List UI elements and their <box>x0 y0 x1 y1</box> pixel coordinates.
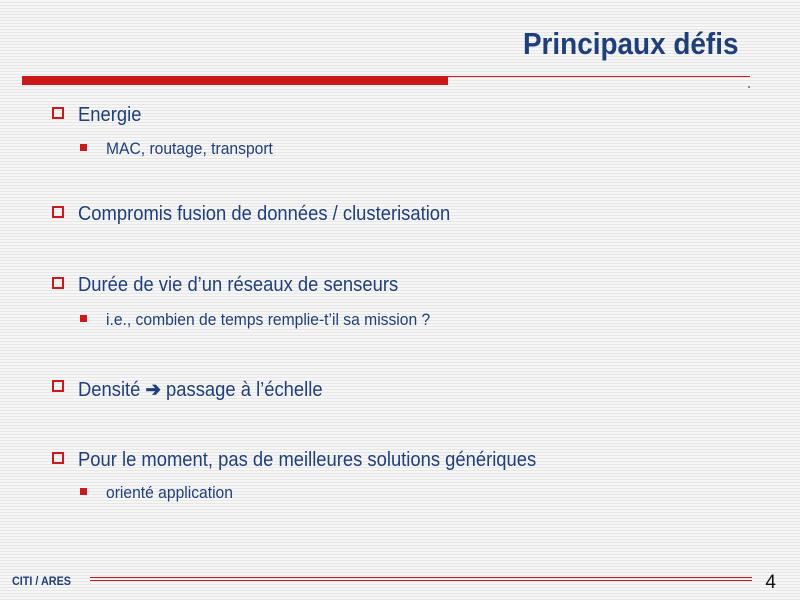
sub-bullet-item <box>80 139 287 159</box>
footer-divider <box>90 577 752 581</box>
sub-bullet-item <box>80 483 244 503</box>
hollow-square-bullet-icon <box>52 277 64 289</box>
hollow-square-bullet-icon <box>52 107 64 119</box>
sub-bullet-text: i.e., combien de temps remplie-t’il sa mission ? <box>106 310 431 329</box>
bullet-item <box>52 449 576 472</box>
sub-bullet-text: orienté application <box>106 483 233 502</box>
page-number: 4 <box>765 572 776 593</box>
hollow-square-bullet-icon <box>52 206 64 218</box>
sub-bullet-item <box>80 310 458 330</box>
bullet-item <box>52 377 344 402</box>
filled-square-bullet-icon <box>80 144 87 151</box>
bullet-text-before: Densité <box>78 379 141 401</box>
bullet-text: Durée de vie d’un réseaux de senseurs <box>78 274 399 296</box>
bullet-text: Compromis fusion de données / clusterisation <box>78 203 451 225</box>
filled-square-bullet-icon <box>80 315 87 322</box>
bullet-text <box>78 377 323 402</box>
bullet-text-after: passage à l’échelle <box>166 379 323 401</box>
right-arrow-icon: ➔ <box>145 379 161 401</box>
filled-square-bullet-icon <box>80 488 87 495</box>
bullet-item <box>52 274 426 297</box>
bullet-text: Energie <box>78 104 142 126</box>
hollow-square-bullet-icon <box>52 380 64 392</box>
bullet-text: Pour le moment, pas de meilleures solutions génériques <box>78 449 537 471</box>
bullet-item <box>52 104 147 127</box>
hollow-square-bullet-icon <box>52 452 64 464</box>
sub-bullet-text: MAC, routage, transport <box>106 139 273 158</box>
bullet-item <box>52 203 483 226</box>
slide-title: Principaux défis <box>522 26 738 61</box>
footer-label: CITI / ARES <box>12 574 72 588</box>
